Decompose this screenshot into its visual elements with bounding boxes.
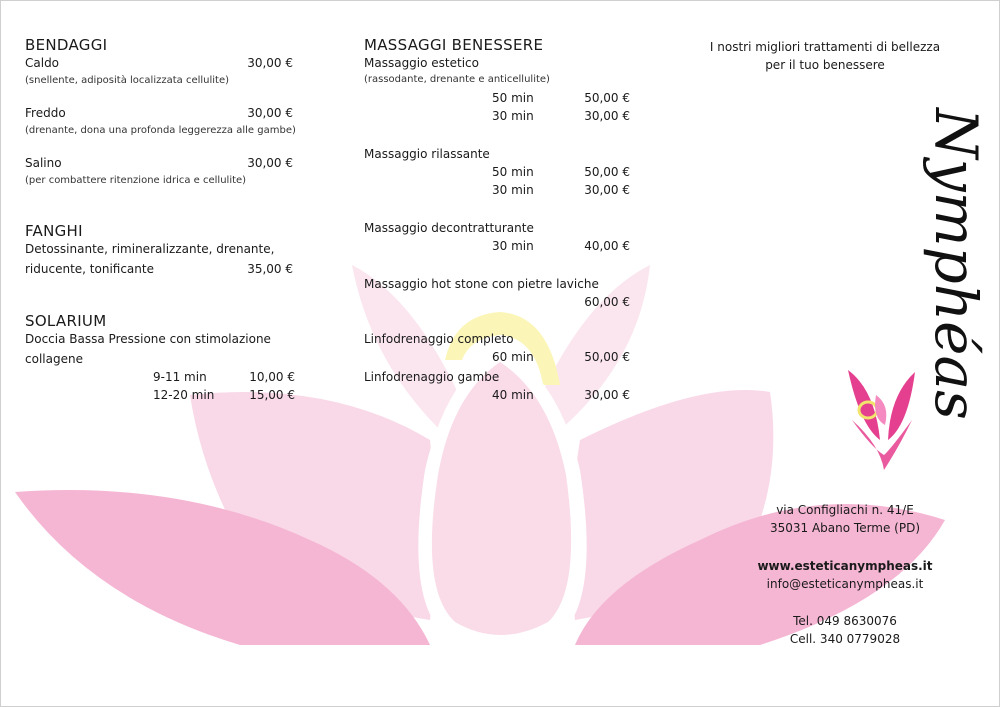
- solarium-line-1: Doccia Bassa Pressione con stimolazione: [25, 332, 271, 346]
- contact-cell: Cell. 340 0779028: [789, 632, 901, 646]
- bendaggi-freddo-note: (drenante, dona una profonda leggerezza alle gambe): [25, 125, 296, 136]
- tagline-line-2: per il tuo benessere: [765, 58, 885, 72]
- bendaggi-caldo-note: (snellente, adiposità localizzata cellulite): [25, 75, 230, 86]
- tagline-line-1: I nostri migliori trattamenti di bellezza: [709, 40, 941, 54]
- linfodrenaggio-gambe-name: Linfodrenaggio gambe: [364, 370, 500, 384]
- bendaggi-freddo-price: 30,00 €: [247, 106, 293, 120]
- massaggio-estetico-price-2: 30,00 €: [584, 109, 630, 123]
- massaggio-rilassante-name: Massaggio rilassante: [364, 147, 490, 161]
- brand-logo-text: Nymphéas: [921, 108, 990, 420]
- solarium-line-2: collagene: [25, 352, 83, 366]
- fanghi-heading: FANGHI: [25, 222, 83, 240]
- massaggio-hotstone-price: 60,00 €: [584, 295, 630, 309]
- contact-email-link[interactable]: info@esteticanympheas.it: [766, 577, 924, 591]
- bendaggi-salino-price: 30,00 €: [247, 156, 293, 170]
- linfodrenaggio-completo-name: Linfodrenaggio completo: [364, 332, 514, 346]
- logo-flower-right: [888, 372, 915, 440]
- bendaggi-salino-note: (per combattere ritenzione idrica e cellulite): [25, 175, 247, 186]
- massaggio-estetico-note: (rassodante, drenante e anticellulite): [364, 74, 550, 85]
- massaggio-estetico-time-2: 30 min: [492, 109, 534, 123]
- fanghi-line-1: Detossinante, rimineralizzante, drenante,: [25, 242, 275, 256]
- massaggio-decontratturante-price: 40,00 €: [584, 239, 630, 253]
- linfodrenaggio-completo-time: 60 min: [492, 350, 534, 364]
- massaggio-estetico-price-1: 50,00 €: [584, 91, 630, 105]
- fanghi-line-2: riducente, tonificante: [25, 262, 154, 276]
- massaggi-heading: MASSAGGI BENESSERE: [364, 36, 544, 54]
- massaggio-rilassante-time-1: 50 min: [492, 165, 534, 179]
- contact-address-1: via Configliachi n. 41/E: [776, 503, 914, 517]
- solarium-price-2: 15,00 €: [249, 388, 295, 402]
- contact-website-link[interactable]: www.esteticanympheas.it: [757, 559, 933, 573]
- fanghi-price: 35,00 €: [247, 262, 293, 276]
- bendaggi-heading: BENDAGGI: [25, 36, 108, 54]
- massaggio-rilassante-price-1: 50,00 €: [584, 165, 630, 179]
- logo-flower-bottom: [852, 420, 912, 470]
- solarium-price-1: 10,00 €: [249, 370, 295, 384]
- linfodrenaggio-gambe-time: 40 min: [492, 388, 534, 402]
- massaggio-estetico-time-1: 50 min: [492, 91, 534, 105]
- linfodrenaggio-gambe-price: 30,00 €: [584, 388, 630, 402]
- massaggio-decontratturante-time: 30 min: [492, 239, 534, 253]
- contact-tel: Tel. 049 8630076: [793, 614, 897, 628]
- solarium-time-1: 9-11 min: [153, 370, 207, 384]
- massaggio-decontratturante-name: Massaggio decontratturante: [364, 221, 534, 235]
- massaggio-hotstone-name: Massaggio hot stone con pietre laviche: [364, 277, 599, 291]
- linfodrenaggio-completo-price: 50,00 €: [584, 350, 630, 364]
- tagline: [690, 38, 960, 74]
- bendaggi-caldo-price: 30,00 €: [247, 56, 293, 70]
- massaggio-rilassante-price-2: 30,00 €: [584, 183, 630, 197]
- bendaggi-freddo-name: Freddo: [25, 106, 66, 120]
- massaggio-rilassante-time-2: 30 min: [492, 183, 534, 197]
- bendaggi-salino-name: Salino: [25, 156, 62, 170]
- contact-address-2: 35031 Abano Terme (PD): [769, 521, 921, 535]
- solarium-heading: SOLARIUM: [25, 312, 107, 330]
- bendaggi-caldo-name: Caldo: [25, 56, 60, 70]
- massaggio-estetico-name: Massaggio estetico: [364, 56, 479, 70]
- solarium-time-2: 12-20 min: [153, 388, 215, 402]
